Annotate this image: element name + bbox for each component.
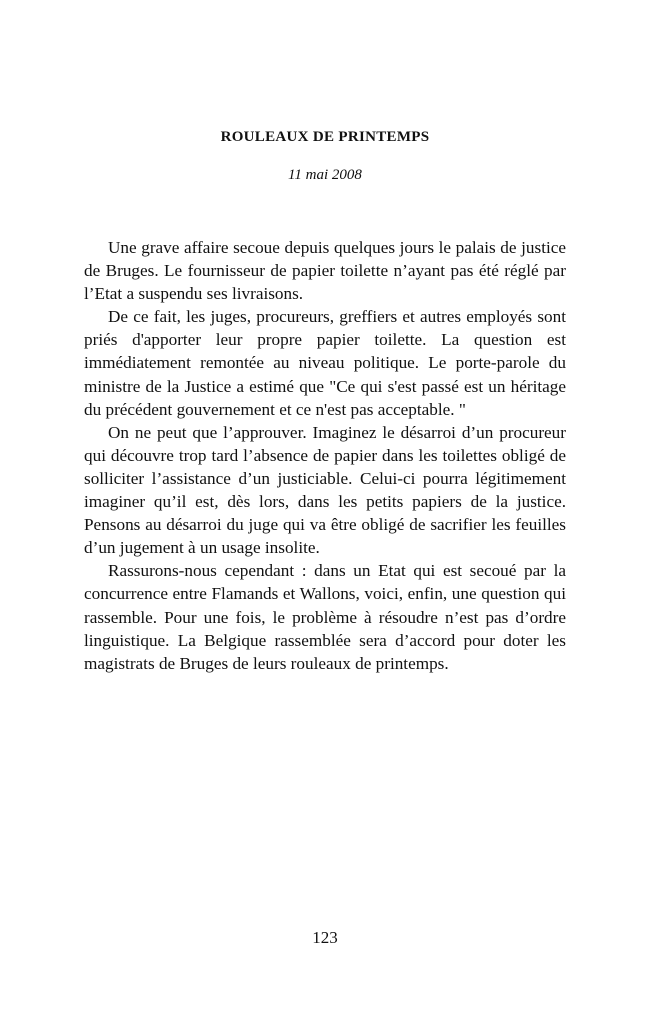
paragraph-1: Une grave affaire secoue depuis quelques jours le palais de justice de Bruges. Le fournisseur de papier toilette n’ayant pas été réglé par l’Etat a suspendu ses livraisons.: [84, 238, 566, 304]
chapter-title: ROULEAUX DE PRINTEMPS: [220, 129, 430, 145]
paragraph-4: Rassurons-nous cependant : dans un Etat qui est secoué par la concurrence entre Flamands et Wallons, voici, enfin, une question qui rassemble. Pour une fois, le problème à résoudre n’est pas d’ordre linguistique. La Belgique rassemblée sera d’accord pour doter les magistrats de Bruges de leurs rouleaux de printemps.: [84, 561, 566, 673]
chapter-date: 11 mai 2008: [288, 167, 362, 183]
page-number: 123: [312, 928, 338, 947]
paragraph-3: On ne peut que l’approuver. Imaginez le désarroi d’un procureur qui découvre trop tard l’absence de papier dans les toilettes obligé de solliciter l’assistance d’un justiciable. Celui-ci pourra légitimement imaginer qu’il est, dès lors, dans les petits papiers de la justice. Pensons au désarroi du juge qui va être obligé de sacrifier les feuilles d’un jugement à un usage insolite.: [84, 422, 566, 558]
paragraph-2: De ce fait, les juges, procureurs, greffiers et autres employés sont priés d'apporter leur propre papier toilette. La question est immédiatement remontée au niveau politique. Le porte-parole du ministre de la Justice a estimé que "Ce qui s'est passé est un héritage du précédent gouvernement et ce n'est pas acceptable. ": [84, 307, 566, 419]
chapter-body: [84, 236, 566, 675]
